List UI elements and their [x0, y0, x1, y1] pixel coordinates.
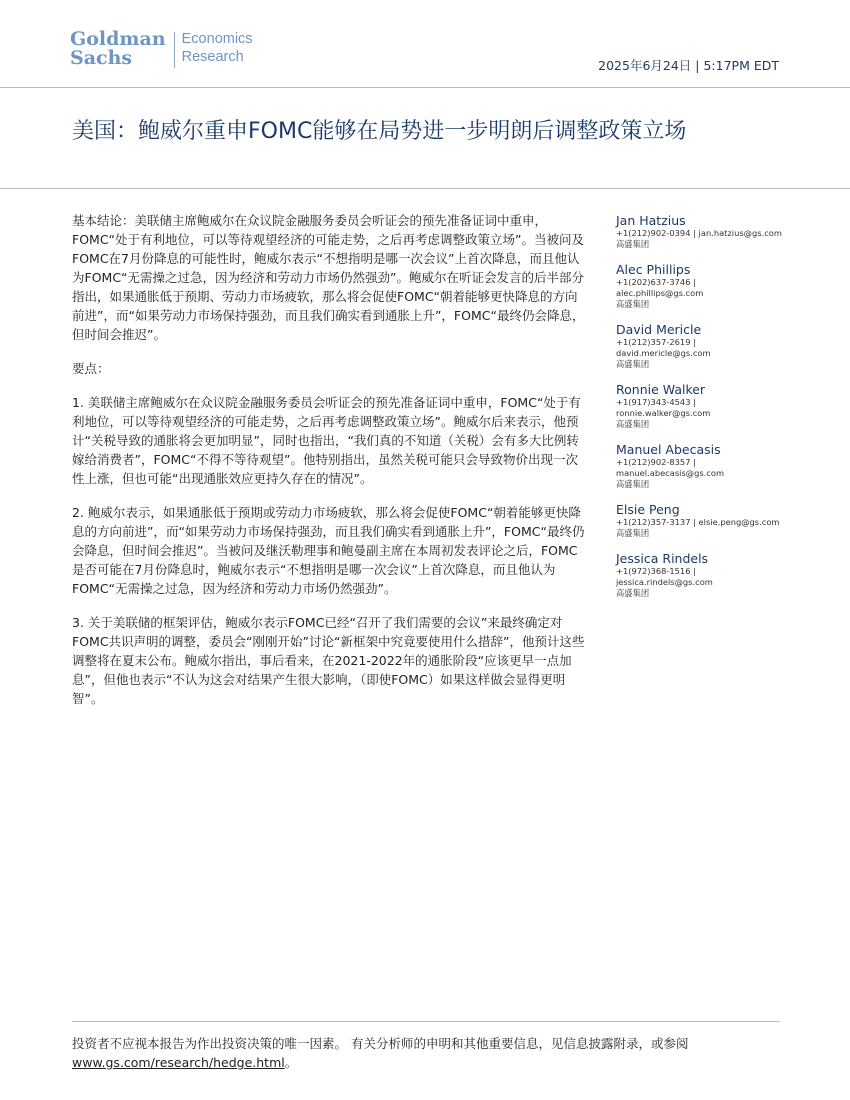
author-entry — [616, 551, 786, 599]
logo-line-2: Sachs — [70, 47, 133, 69]
logo-line-1: Goldman — [70, 28, 166, 50]
author-company: 高盛集团 — [616, 479, 650, 489]
author-entry — [616, 502, 786, 539]
author-phone: +1(212)357-2619 | — [616, 337, 696, 347]
author-entry — [616, 442, 786, 490]
author-company: 高盛集团 — [616, 299, 650, 309]
footer-divider — [72, 1021, 780, 1022]
key-point-1: 1. 美联储主席鲍威尔在众议院金融服务委员会听证会的预先准备证词中重申，FOMC“处于有利地位，可以等待观望经济的可能走势，之后再考虑调整政策立场”。鲍威尔后来表示，他预计“关税导致的通胀将会更加明显”，同时也指出，“我们真的不知道（关税）会有多大比例转嫁给消费者”，FOMC“不得不等待观望”。他特别指出，虽然关税可能只会导致物价出现一次性上涨，但也可能“出现通胀效应更持久存在的情况”。 — [72, 395, 581, 486]
author-entry — [616, 382, 786, 430]
logo-divider — [174, 32, 175, 68]
author-name[interactable]: Manuel Abecasis — [616, 442, 721, 457]
key-point-2: 2. 鲍威尔表示，如果通胀低于预期或劳动力市场疲软，那么将会促使FOMC“朝着能够更快降息的方向前进”，而“如果劳动力市场保持强劲，而且我们确实看到通胀上升”，FOMC“最终仍会降息，但时间会推迟”。当被问及继沃勒理事和鲍曼副主席在本周初发表评论之后，FOMC是否可能在7月份降息时，鲍威尔表示“不想指明是哪一次会议”上首次降息，而且他认为FOMC“无需操之过急，因为经济和劳动力市场仍然强劲”。 — [72, 505, 585, 596]
disclaimer-text: 投资者不应视本报告为作出投资决策的唯一因素。 有关分析师的申明和其他重要信息，见信息披露附录，或参阅 — [72, 1036, 689, 1051]
logo-wordmark — [70, 30, 166, 68]
author-phone: +1(972)368-1516 | — [616, 566, 696, 576]
report-date: 2025年6月24日 | 5:17PM EDT — [598, 58, 779, 73]
goldman-sachs-logo — [70, 30, 253, 68]
division-line-2: Research — [181, 49, 244, 65]
author-list — [616, 213, 786, 611]
author-phone: +1(202)637-3746 | — [616, 277, 696, 287]
author-name[interactable]: Elsie Peng — [616, 502, 680, 517]
author-name[interactable]: Ronnie Walker — [616, 382, 706, 397]
author-company: 高盛集团 — [616, 588, 650, 598]
author-phone: +1(917)343-4543 | — [616, 397, 696, 407]
key-points-heading: 要点： — [72, 361, 110, 376]
division-name — [182, 30, 253, 66]
author-entry — [616, 213, 786, 250]
summary-paragraph: 基本结论：美联储主席鲍威尔在众议院金融服务委员会听证会的预先准备证词中重申，FOMC“处于有利地位，可以等待观望经济的可能走势，之后再考虑调整政策立场”。当被问及FOMC在7月份降息的可能性时，鲍威尔表示“不想指明是哪一次会议”上首次降息，而且他认为FOMC“无需操之过急，因为经济和劳动力市场仍然强劲”。鲍威尔在听证会发言的后半部分指出，如果通胀低于预期、劳动力市场疲软，那么将会促使FOMC“朝着能够更快降息的方向前进”，而“如果劳动力市场保持强劲，而且我们确实看到通胀上升”，FOMC“最终仍会降息，但时间会推迟”。 — [72, 213, 585, 342]
disclaimer-end: 。 — [284, 1055, 298, 1070]
author-email: ronnie.walker@gs.com — [616, 408, 711, 418]
author-entry — [616, 322, 786, 370]
author-email: manuel.abecasis@gs.com — [616, 468, 725, 478]
disclosure-link[interactable]: www.gs.com/research/hedge.html — [72, 1055, 285, 1070]
author-email: jessica.rindels@gs.com — [616, 577, 713, 587]
disclaimer — [72, 1034, 782, 1072]
author-company: 高盛集团 — [616, 528, 650, 538]
author-email: alec.phillips@gs.com — [616, 288, 704, 298]
report-body — [72, 211, 588, 723]
division-line-1: Economics — [181, 31, 253, 47]
title-divider — [0, 188, 850, 189]
author-phone: +1(212)902-8357 | — [616, 457, 696, 467]
author-name[interactable]: David Mericle — [616, 322, 702, 337]
author-name[interactable]: Jan Hatzius — [616, 213, 686, 228]
report-title: 美国：鲍威尔重申FOMC能够在局势进一步明朗后调整政策立场 — [72, 119, 687, 144]
author-name[interactable]: Alec Phillips — [616, 262, 691, 277]
author-company: 高盛集团 — [616, 359, 650, 369]
author-contact: +1(212)357-3137 | elsie.peng@gs.com — [616, 517, 780, 527]
author-company: 高盛集团 — [616, 419, 650, 429]
key-point-3: 3. 关于美联储的框架评估，鲍威尔表示FOMC已经“召开了我们需要的会议”来最终确定对FOMC共识声明的调整，委员会“刚刚开始”讨论“新框架中究竟要使用什么措辞”，他预计这些调整将在夏末公布。鲍威尔指出，事后看来，在2021-2022年的通胀阶段“应该更早一点加息”，但他也表示“不认为这会对结果产生很大影响，（即使FOMC）如果这样做会显得更明智”。 — [72, 615, 585, 706]
author-email: david.mericle@gs.com — [616, 348, 711, 358]
author-entry — [616, 262, 786, 310]
author-company: 高盛集团 — [616, 239, 650, 249]
author-name[interactable]: Jessica Rindels — [616, 551, 709, 566]
header-divider — [0, 87, 850, 88]
author-contact: +1(212)902-0394 | jan.hatzius@gs.com — [616, 228, 782, 238]
